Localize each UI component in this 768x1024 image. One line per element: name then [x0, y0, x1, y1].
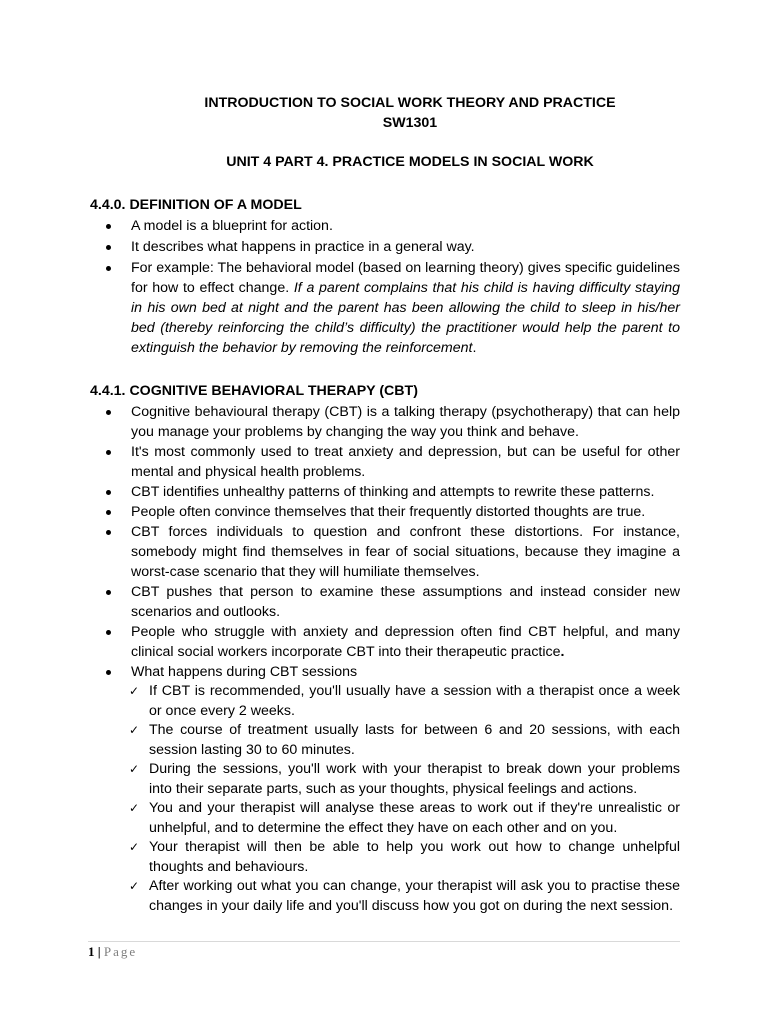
bullet-icon	[106, 670, 111, 675]
list-item: CBT pushes that person to examine these assumptions and instead consider new scenarios and outlooks.	[90, 582, 680, 622]
checklist-item: ✓ If CBT is recommended, you'll usually have a session with a therapist once a week or once every 2 weeks.	[129, 683, 680, 719]
footer-divider	[88, 941, 680, 942]
bullet-icon	[106, 245, 111, 250]
course-code: SW1301	[382, 115, 438, 131]
bullet-icon	[106, 450, 111, 455]
page-label: Page	[103, 944, 138, 959]
bullet-icon	[106, 630, 111, 635]
checkmark-icon: ✓	[129, 723, 140, 737]
checklist-item: ✓ After working out what you can change, your therapist will ask you to practise these changes in your daily life and you'll discuss how you got on during the next session.	[129, 878, 680, 914]
checklist-item: ✓ During the sessions, you'll work with your therapist to break down your problems into their separate parts, such as your thoughts, physical feelings and actions.	[129, 761, 680, 797]
list-item: Cognitive behavioural therapy (CBT) is a talking therapy (psychotherapy) that can help you manage your problems by changing the way you think and behave.	[90, 402, 680, 442]
checklist-item: ✓ You and your therapist will analyse these areas to work out if they're unrealistic or unhelpful, and to determine the effect they have on each other and on you.	[129, 800, 680, 836]
sessions-label: What happens during CBT sessions	[131, 664, 358, 680]
bullet-icon	[106, 410, 111, 415]
definition-list	[90, 216, 680, 358]
list-item: It describes what happens in practice in a general way.	[90, 237, 680, 257]
sessions-checklist	[131, 682, 680, 916]
section-heading-440: 4.4.0. DEFINITION OF A MODEL	[90, 197, 302, 213]
document-title	[0, 93, 768, 133]
unit-heading: UNIT 4 PART 4. PRACTICE MODELS IN SOCIAL WORK	[226, 154, 594, 170]
bullet-icon	[106, 490, 111, 495]
checkmark-icon: ✓	[129, 762, 140, 776]
list-item: CBT forces individuals to question and confront these distortions. For instance, somebody might find themselves in fear of social situations, because they imagine a worst-case scenario that they will humiliate themselves.	[90, 522, 680, 582]
section-heading-441: 4.4.1. COGNITIVE BEHAVIORAL THERAPY (CBT)	[90, 383, 418, 399]
list-item: A model is a blueprint for action.	[90, 216, 680, 236]
checkmark-icon: ✓	[129, 684, 140, 698]
page-number: 1	[88, 944, 95, 959]
checkmark-icon: ✓	[129, 879, 140, 893]
checkmark-icon: ✓	[129, 801, 140, 815]
list-item	[90, 662, 680, 916]
title-line-1: INTRODUCTION TO SOCIAL WORK THEORY AND PRACTICE	[204, 95, 616, 111]
bullet-icon	[106, 510, 111, 515]
cbt-list	[90, 402, 680, 916]
example-italic-text: If a parent complains that his child is having difficulty staying in his own bed at night and the parent has been allowing the child to sleep in his/her bed (thereby reinforcing the child’s difficulty) the practitioner would help the parent to extinguish the behavior by removing the reinforcement	[131, 280, 680, 356]
bullet-icon	[106, 530, 111, 535]
list-item: For example: The behavioral model (based on learning theory) gives specific guidelines for how to effect change. If a parent complains that his child is having difficulty staying in his own bed at night and the parent has been allowing the child to sleep in his/her bed (thereby reinforcing the child’s difficulty) the practitioner would help the parent to extinguish the behavior by removing the reinforcement.	[90, 258, 680, 358]
list-item: People often convince themselves that their frequently distorted thoughts are true.	[90, 502, 680, 522]
bullet-icon	[106, 224, 111, 229]
list-item: It's most commonly used to treat anxiety and depression, but can be useful for other mental and physical health problems.	[90, 442, 680, 482]
list-item: People who struggle with anxiety and depression often find CBT helpful, and many clinical social workers incorporate CBT into their therapeutic practice.	[90, 622, 680, 662]
bullet-icon	[106, 590, 111, 595]
list-item: CBT identifies unhealthy patterns of thinking and attempts to rewrite these patterns.	[90, 482, 680, 502]
page-footer	[88, 944, 137, 960]
checklist-item: ✓ Your therapist will then be able to help you work out how to change unhelpful thoughts and behaviours.	[129, 839, 680, 875]
footer-separator: |	[94, 944, 104, 959]
bullet-icon	[106, 266, 111, 271]
checklist-item: ✓ The course of treatment usually lasts for between 6 and 20 sessions, with each session lasting 30 to 60 minutes.	[129, 722, 680, 758]
checkmark-icon: ✓	[129, 840, 140, 854]
